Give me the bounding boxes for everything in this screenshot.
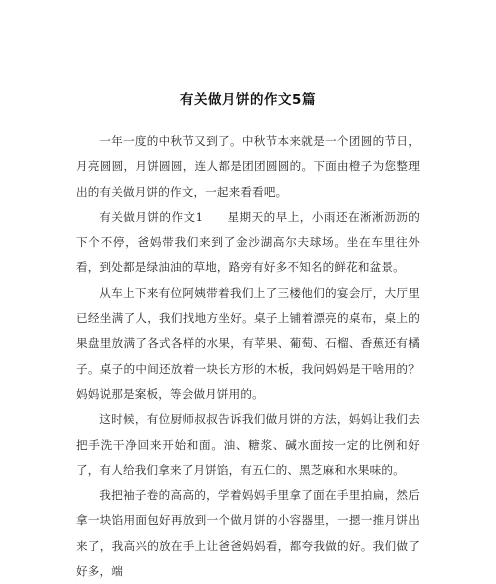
paragraph-essay-1-opening: 有关做月饼的作文1 星期天的早上，小雨还在淅淅沥沥的下个不停，爸妈带我们来到了金沙湖高尔夫球场。坐在车里往外看，到处都是绿油油的草地，路旁有好多不知名的鲜花和盆景。 [76, 209, 420, 275]
document-body [76, 129, 420, 584]
document-title: 有关做月饼的作文5篇 [180, 92, 316, 108]
paragraph-chef-instructions: 这时候，有位厨师叔叔告诉我们做月饼的方法，妈妈让我们去把手洗干净回来开始和面。油、糖浆、碱水面按一定的比例和好了，有人给我们拿来了月饼馅，有五仁的、黑芝麻和水果味的。 [76, 412, 420, 477]
paragraph-banquet-hall: 从车上下来有位阿姨带着我们上了三楼他们的宴会厅，大厅里已经坐满了人，我们找地方坐好。桌子上铺着漂亮的桌布，桌上的果盘里放满了各式各样的水果，有苹果、葡萄、石榴、香蕉还有橘子。桌子的中间还放着一块长方形的木板，我问妈妈是干啥用的？妈妈说那是案板，等会做月饼用的。 [76, 285, 420, 401]
paragraph-making-mooncakes: 我把袖子卷的高高的，学着妈妈手里拿了面在手里拍扁，然后拿一块馅用面包好再放到一个做月饼的小容器里，一摁一推月饼出来了，我高兴的放在手上让爸爸妈妈看，都夸我做的好。我们做了好多，端 [76, 488, 420, 579]
paragraph-intro: 一年一度的中秋节又到了。中秋节本来就是一个团圆的节日，月亮圆圆，月饼圆圆，连人都是团团圆圆的。下面由橙子为您整理出的有关做月饼的作文，一起来看看吧。 [76, 134, 420, 199]
